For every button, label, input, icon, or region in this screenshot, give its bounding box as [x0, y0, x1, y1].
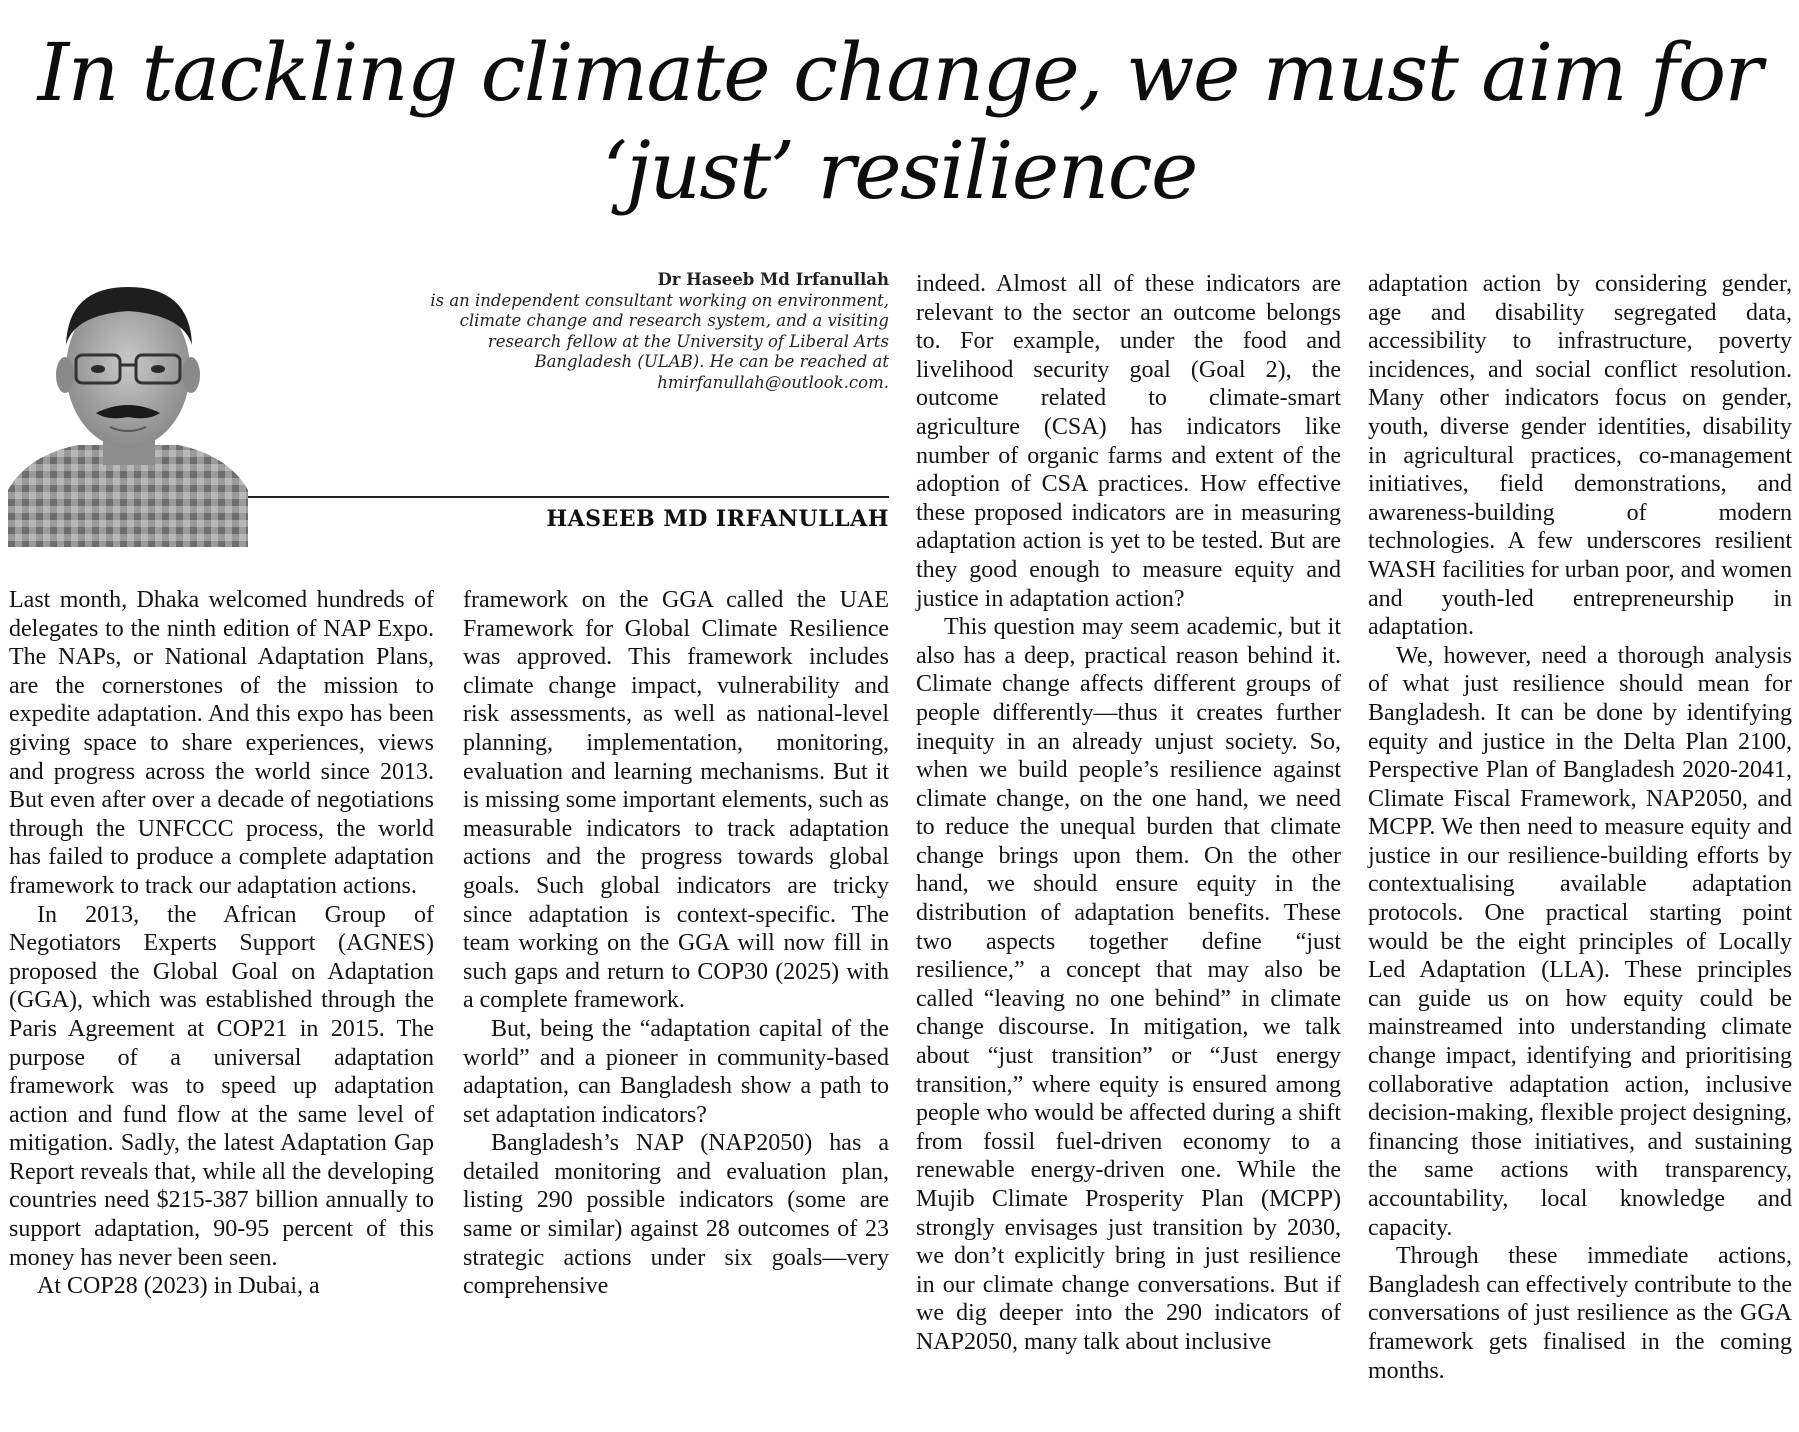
paragraph: Last month, Dhaka welcomed hundreds of delegates to the ninth edition of NAP Expo. The NAPs, or National Adaptation Plans, are the cornerstones of the mission to expedite adaptation. And this expo has been giving space to share experiences, views and progress across the world since 2013. But even after over a decade of negotiations through the UNFCCC process, the world has failed to produce a complete adaptation framework to track our adaptation actions. [9, 587, 434, 899]
paragraph: We, however, need a thorough analysis of what just resilience should mean for Bangladesh. It can be done by identifying equity and justice in the Delta Plan 2100, Perspective Plan of Bangladesh 2020-2041, Climate Fiscal Framework, NAP2050, and MCPP. We then need to measure equity and justice in our resilience-building efforts by contextualising available adaptation protocols. One practical starting point would be the eight principles of Locally Led Adaptation (LLA). These principles can guide us on how equity could be mainstreamed into understanding climate change impact, identifying and prioritising collaborative adaptation action, inclusive decision-making, flexible project designing, financing those initiatives, and sustaining the same actions with transparency, accountability, local knowledge and capacity. [1368, 642, 1792, 1241]
paragraph: In 2013, the African Group of Negotiators Experts Support (AGNES) proposed the Global Goal on Adaptation (GGA), which was established through the Paris Agreement at COP21 in 2015. The purpose of a universal adaptation framework was to speed up adaptation action and fund flow at the same level of mitigation. Sadly, the latest Adaptation Gap Report reveals that, while all the developing countries need $215-387 billion annually to support adaptation, 90-95 percent of this money has never been seen. [9, 901, 434, 1271]
paragraph: But, being the “adaptation capital of the world” and a pioneer in community-based adaptation, can Bangladesh show a path to set adaptation indicators? [463, 1015, 889, 1128]
author-name: Dr Haseeb Md Irfanullah [657, 270, 889, 289]
byline-divider [248, 496, 889, 498]
byline: HASEEB MD IRFANULLAH [546, 506, 889, 532]
paragraph: indeed. Almost all of these indicators are relevant to the sector an outcome belongs to. For example, under the food and livelihood security goal (Goal 2), the outcome related to climate-smart agriculture (CSA) has indicators like number of organic farms and extent of the adoption of CSA practices. How effective these proposed indicators are in measuring adaptation action is yet to be tested. But are they good enough to measure equity and justice in adaptation action? [916, 271, 1341, 612]
headline: In tackling climate change, we must aim for ‘just’ resilience [37, 26, 1762, 217]
paragraph: Through these immediate actions, Bangladesh can effectively contribute to the conversations of just resilience as the GGA framework gets finalised in the coming months. [1368, 1243, 1792, 1384]
author-bio [400, 270, 889, 393]
paragraph: adaptation action by considering gender, age and disability segregated data, accessibility to infrastructure, poverty incidences, and social conflict resolution. Many other indicators focus on gender, youth, diverse gender identities, disability in agricultural practices, co-management initiatives, field demonstrations, and awareness-building of modern technologies. A few underscores resilient WASH facilities for urban poor, and women and youth-led entrepreneurship in adaptation. [1368, 271, 1792, 641]
paragraph: At COP28 (2023) in Dubai, a [37, 1273, 320, 1300]
article-column-2 [463, 586, 889, 1301]
paragraph: Bangladesh’s NAP (NAP2050) has a detailed monitoring and evaluation plan, listing 290 possible indicators (some are same or similar) against 28 outcomes of 23 strategic actions under six goals—very comprehensive [463, 1130, 889, 1300]
paragraph: This question may seem academic, but it also has a deep, practical reason behind it. Climate change affects different groups of people differently—thus it creates further inequity in an already unjust society. So, when we build people’s resilience against climate change, on the one hand, we need to reduce the unequal burden that climate change brings upon them. On the other hand, we should ensure equity in the distribution of adaptation benefits. These two aspects together define “just resilience,” a concept that may also be called “leaving no one behind” in climate change discourse. In mitigation, we talk about “just transition” or “Just energy transition,” where equity is ensured among people who would be affected during a shift from fossil fuel-driven economy to a renewable energy-driven one. While the Mujib Climate Prosperity Plan (MCPP) strongly envisages just transition by 2030, we don’t explicitly bring in just resilience in our climate change conversations. But if we dig deeper into the 290 indicators of NAP2050, many talk about inclusive [916, 614, 1341, 1355]
article-column-1 [9, 586, 434, 1301]
article-column-4 [1368, 270, 1792, 1385]
article-column-3 [916, 270, 1341, 1357]
paragraph: framework on the GGA called the UAE Framework for Global Climate Resilience was approved. This framework includes climate change impact, vulnerability and risk assessments, as well as national-level planning, implementation, monitoring, evaluation and learning mechanisms. But it is missing some important elements, such as measurable indicators to track adaptation actions and the progress towards global goals. Such global indicators are tricky since adaptation is context-specific. The team working on the GGA will now fill in such gaps and return to COP30 (2025) with a complete framework. [463, 587, 889, 1014]
author-photo [8, 275, 248, 547]
author-description: is an independent consultant working on environment, climate change and research system, and a visiting research fellow at the University of Liberal Arts Bangladesh (ULAB). He can be reached at hmirfanullah@outlook.com. [430, 290, 889, 392]
